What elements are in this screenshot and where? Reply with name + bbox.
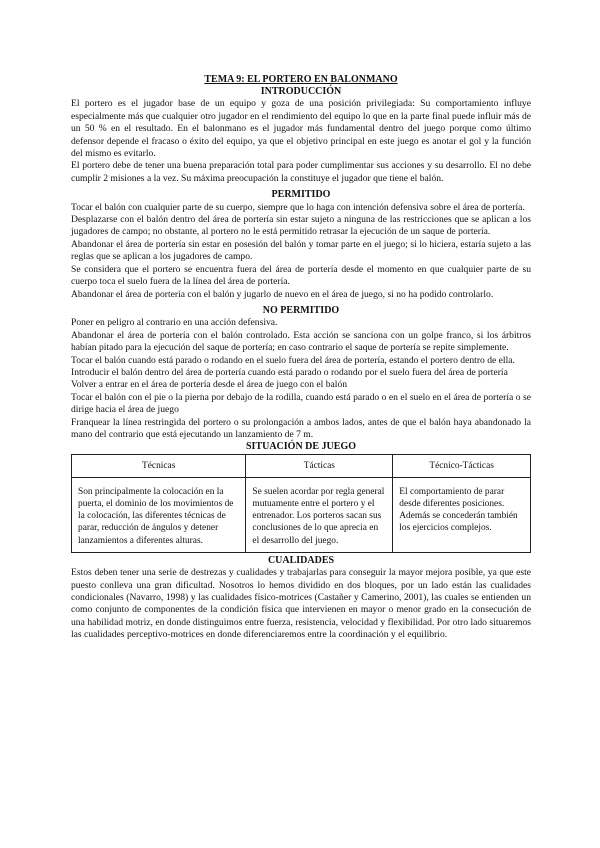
situacion-table	[71, 454, 531, 553]
cualidades-paragraph: Estos deben tener una serie de destrezas y cualidades y trabajarlas para conseguir la mayor mejora posible, ya que este puesto conlleva una gran dificultad. Nosotros lo hemos dividido en dos bloques, por un lado están las cualidades condicionales (Navarro, 1998) y las cualidades físico-motrices (Castañer y Camerino, 2001), las cuales se entienden un como conjunto de componentes de la condición física que intervienen en mayor o menor grado en la consecución de una habilidad motriz, en donde distinguimos entre fuerza, resistencia, velocidad y flexibilidad. Por otro lado situaremos las cualidades perceptivo-motrices en donde diferenciaremos entre la coordinación y el equilibrio.	[71, 567, 531, 641]
intro-heading: INTRODUCCIÓN	[260, 86, 342, 97]
situacion-heading: SITUACIÓN DE JUEGO	[245, 441, 357, 453]
table-cell	[246, 477, 393, 552]
no-permitido-item: Franquear la línea restringida del portero o su prolongación a ambos lados, antes de que el balón haya abandonado la mano del contrario que está ejecutando un lanzamiento de 7 m.	[71, 416, 531, 440]
no-permitido-item: Introducir el balón dentro del área de portería cuando está parado o rodando por el suelo fuera del área de portería	[71, 366, 508, 378]
no-permitido-item: Tocar el balón cuando está parado o rodando en el suelo fuera del área de portería, estando el portero dentro de ella.	[71, 354, 515, 366]
no-permitido-item: Volver a entrar en el área de portería desde el área de juego con el balón	[71, 379, 348, 391]
no-permitido-heading: NO PERMITIDO	[262, 304, 340, 316]
table-cell	[72, 477, 246, 552]
cualidades-heading: CUALIDADES	[267, 554, 335, 566]
permitido-item: Se considera que el portero se encuentra fuera del área de portería desde el momento en que cualquier parte de su cuerpo toca el suelo fuera de la línea del área de portería.	[71, 263, 531, 288]
cell-text: Se suelen acordar por regla general mutuamente entre el portero y el entrenador. Los porteros sacan sus conclusiones de lo que aprecia en el desarrollo del juego.	[252, 486, 385, 546]
intro-paragraph: El portero debe de tener una buena preparación total para poder cumplimentar sus acciones y su desarrollo. El no debe cumplir 2 misiones a la vez. Su máxima preocupación la constituye el jugador que tiene el balón.	[71, 160, 531, 184]
no-permitido-item: Tocar el balón con el pie o la pierna por debajo de la rodilla, cuando está parado o en el suelo en el área de portería o se dirige hacia el área de juego	[71, 391, 531, 416]
column-header: Técnico-Tácticas	[393, 454, 531, 477]
permitido-item: Abandonar el área de portería con el balón y jugarlo de nuevo en el área de juego, si no ha podido controlarlo.	[71, 288, 494, 300]
cell-text: Además se concederán también los ejercicios complejos.	[399, 511, 518, 534]
permitido-item: Desplazarse con el balón dentro del área de portería sin estar sujeto a ninguna de las restricciones que se aplican a los jugadores de campo; no obstante, al portero no le está permitido retrasar la ejecución de un saque de portería.	[71, 214, 531, 238]
cell-text: Son principalmente la colocación en la puerta, el dominio de los movimientos de la colocación, las diferentes técnicas de parar, reducción de ángulos y detener lanzamientos a diferentes alturas.	[78, 486, 234, 546]
column-header: Técnicas	[72, 454, 246, 477]
document-title: TEMA 9: EL PORTERO EN BALONMANO	[204, 74, 398, 85]
no-permitido-item: Poner en peligro al contrario en una acción defensiva.	[71, 317, 278, 329]
no-permitido-item: Abandonar el área de portería con el balón controlado. Esta acción se sanciona con un golpe franco, si los árbitros habían pitado para la ejecución del saque de portería; en caso contrario el saque de portería se repite simplemente.	[71, 329, 531, 354]
permitido-item: Tocar el balón con cualquier parte de su cuerpo, siempre que lo haga con intención defensiva sobre el área de portería.	[71, 201, 525, 213]
document-page	[71, 74, 531, 642]
intro-paragraph: El portero es el jugador base de un equipo y goza de una posición privilegiada: Su comportamiento influye especialmente más que cualquier otro jugador en el rendimiento del equipo lo que en la parte final puede influir más de un 50 % en el resultado. En el balonmano es el jugador más fundamental dentro del juego porque como último defensor depende el fracaso o éxito del equipo, ya que el objetivo principal en este juego es anotar el gol y la función del mismo es evitarlo.	[71, 98, 531, 160]
table-cell	[393, 477, 531, 552]
column-header: Tácticas	[246, 454, 393, 477]
permitido-heading: PERMITIDO	[271, 189, 331, 201]
permitido-item: Abandonar el área de portería sin estar en posesión del balón y tomar parte en el juego; si lo hiciera, estaría sujeto a las reglas que se aplican a los jugadores de campo.	[71, 238, 531, 263]
cell-text: El comportamiento de parar desde diferentes posiciones.	[399, 486, 505, 509]
